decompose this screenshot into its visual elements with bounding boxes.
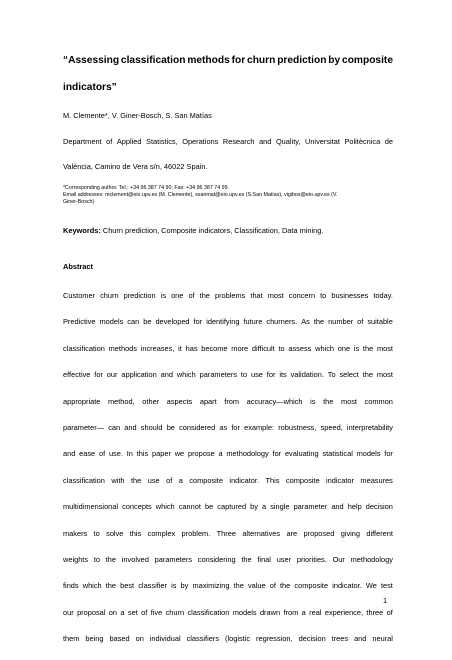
keywords [63, 226, 323, 236]
abstract-word: drawn [259, 607, 281, 617]
abstract-word: is [171, 581, 177, 591]
abstract-word: has [185, 343, 198, 353]
abstract-word: problems [214, 291, 246, 300]
abstract-line [63, 555, 393, 581]
abstract-word: We [365, 581, 377, 591]
abstract-word: three [366, 607, 384, 617]
abstract-word: the [105, 554, 117, 564]
abstract-word: businesses [331, 291, 369, 300]
abstract-word: the [130, 475, 142, 485]
affiliation-word: of [106, 137, 113, 146]
abstract-word: classification [63, 343, 105, 353]
abstract-word: and [124, 422, 137, 432]
abstract-word: most [376, 370, 393, 380]
abstract-line [63, 449, 393, 475]
abstract-word: final [257, 554, 271, 564]
abstract-word: become [201, 343, 228, 353]
abstract-word: which [155, 502, 175, 512]
abstract-body [63, 291, 393, 660]
abstract-word: parameter [293, 502, 328, 512]
title-word: prediction [277, 55, 327, 66]
abstract-word: churn [100, 291, 119, 300]
abstract-line [63, 291, 393, 317]
abstract-line [63, 581, 393, 607]
abstract-word: robustness, [278, 422, 317, 432]
abstract-word: As [301, 317, 310, 327]
abstract-word: which [176, 370, 196, 380]
abstract-word: churn [165, 607, 185, 617]
abstract-word: maximizing [192, 581, 230, 591]
abstract-line [63, 423, 393, 449]
abstract-word: classifiers [186, 634, 220, 644]
abstract-word: decision [298, 634, 326, 644]
paper-title-line-1 [63, 54, 393, 68]
abstract-word: example: [244, 422, 275, 432]
abstract-word: of [269, 581, 276, 591]
abstract-word: to [240, 370, 248, 380]
abstract-word: parameters [154, 554, 193, 564]
email-addresses-line: Email addresses: mclement@eio.upv.es (M. Clemente), ssanmat@eio.upv.es (S.San Matías), vigibos@eio.upv.es (V. [63, 192, 338, 199]
abstract-word: be [205, 502, 214, 512]
abstract-word: more [231, 343, 249, 353]
abstract-word: Our [332, 554, 345, 564]
abstract-word: which [315, 343, 335, 353]
abstract-word: models [99, 317, 124, 327]
abstract-word: composite [189, 475, 223, 485]
abstract-word: Customer [63, 291, 96, 300]
abstract-word: considered [179, 422, 216, 432]
abstract-word: for [94, 370, 103, 380]
affiliation-word: Operations [182, 137, 219, 146]
abstract-word: suitable [367, 317, 393, 327]
abstract-word: ease [79, 449, 96, 459]
affiliation-word: Quality, [275, 137, 301, 146]
abstract-line [63, 370, 393, 396]
abstract-word: considering [197, 554, 236, 564]
abstract-word: interpretability [346, 422, 393, 432]
abstract-word: test [380, 581, 393, 591]
title-word: by [328, 55, 341, 66]
title-word: “Assessing [63, 55, 120, 66]
abstract-word: them [63, 634, 80, 644]
keywords-label: Keywords: [63, 226, 101, 235]
abstract-line [63, 476, 393, 502]
abstract-word: a [178, 475, 183, 485]
abstract-word: indicator. [229, 475, 260, 485]
abstract-word: cannot [178, 502, 201, 512]
paper-title-line-2: indicators” [63, 82, 117, 93]
abstract-word: for [266, 370, 276, 380]
abstract-word: solve [106, 528, 124, 538]
abstract-word: user [276, 554, 292, 564]
abstract-word: individual [149, 634, 181, 644]
abstract-word: its [279, 370, 287, 380]
abstract-word: method, [107, 396, 135, 406]
title-word: methods [187, 55, 230, 66]
abstract-word: finds [63, 581, 79, 591]
affiliation-word: Department [63, 137, 102, 146]
abstract-word: of [386, 607, 393, 617]
abstract-word: concern [288, 291, 316, 300]
abstract-line [63, 397, 393, 423]
abstract-word: methodology [226, 449, 269, 459]
abstract-word: which [82, 581, 102, 591]
abstract-word: as [219, 422, 228, 432]
abstract-word: common [364, 396, 393, 406]
abstract-word: different [366, 528, 393, 538]
abstract-word: with [111, 475, 125, 485]
abstract-heading: Abstract [63, 262, 93, 271]
abstract-word: composite [285, 475, 320, 485]
abstract-word: weights [63, 554, 89, 564]
abstract-line [63, 502, 393, 528]
abstract-word: This [265, 475, 280, 485]
abstract-word: this [129, 528, 142, 538]
page-number: 1 [383, 596, 388, 605]
abstract-word: by [250, 502, 258, 512]
abstract-word: a [120, 607, 125, 617]
abstract-line [63, 529, 393, 555]
abstract-word: of [357, 317, 364, 327]
abstract-word: this [136, 449, 149, 459]
abstract-word: that [250, 291, 263, 300]
abstract-word: should [140, 422, 163, 432]
abstract-word: alternatives [242, 528, 281, 538]
abstract-word: proposal [77, 607, 106, 617]
abstract-word: one [337, 343, 351, 353]
abstract-word: to [93, 554, 100, 564]
abstract-word: indicator [326, 475, 354, 485]
abstract-word: concepts [122, 502, 152, 512]
abstract-word: trees [331, 634, 349, 644]
abstract-word: on [135, 634, 144, 644]
abstract-word: the [313, 317, 325, 327]
abstract-word: statistical [322, 449, 353, 459]
abstract-word: increases, [140, 343, 175, 353]
abstract-word: application [121, 370, 157, 380]
abstract-word: measures [360, 475, 393, 485]
affiliation-word: de [384, 137, 393, 146]
abstract-word: of [166, 475, 173, 485]
abstract-word: prediction [123, 291, 156, 300]
abstract-word: the [233, 581, 244, 591]
abstract-word: involved [121, 554, 149, 564]
abstract-word: to [93, 528, 100, 538]
abstract-word: apart [199, 396, 217, 406]
abstract-word: be [143, 317, 152, 327]
abstract-word: number [328, 317, 354, 327]
abstract-word: for [384, 449, 393, 459]
author-list: M. Clemente*, V. Giner-Bosch, S. San Matías [63, 111, 212, 120]
affiliation-word: Research [222, 137, 255, 146]
abstract-word: priorities. [296, 554, 327, 564]
affiliation-word: Statistics, [146, 137, 178, 146]
abstract-word: the [199, 291, 210, 300]
abstract-word: our [106, 370, 118, 380]
abstract-word: complex [147, 528, 176, 538]
abstract-word: Predictive [63, 317, 96, 327]
abstract-word: our [63, 607, 74, 617]
abstract-word: by [180, 581, 189, 591]
abstract-word: for [272, 449, 282, 459]
abstract-word: In [126, 449, 133, 459]
abstract-word: are [286, 528, 298, 538]
abstract-word: the [362, 343, 374, 353]
abstract-word: assess [288, 343, 312, 353]
abstract-word: parameters [199, 370, 238, 380]
abstract-word: the [362, 370, 373, 380]
abstract-line [63, 344, 393, 370]
affiliation-word: and [259, 137, 272, 146]
abstract-word: accuracy—which [246, 396, 303, 406]
title-word: classification [120, 55, 186, 66]
abstract-word: best [120, 581, 135, 591]
abstract-word: is [310, 396, 316, 406]
affiliation-line-1 [63, 137, 393, 147]
abstract-word: decision [365, 502, 393, 512]
abstract-word: value [247, 581, 266, 591]
abstract-word: use [250, 370, 263, 380]
abstract-word: of [141, 607, 148, 617]
abstract-word: multidimensional [63, 502, 119, 512]
abstract-word: from [283, 607, 299, 617]
abstract-word: experience, [324, 607, 364, 617]
abstract-word: neural [372, 634, 393, 644]
abstract-word: regression, [256, 634, 293, 644]
abstract-word: it [178, 343, 182, 353]
abstract-word: models [232, 607, 257, 617]
abstract-word: churners. [266, 317, 298, 327]
abstract-line [63, 608, 393, 634]
abstract-word: paper [152, 449, 171, 459]
abstract-word: the [323, 396, 334, 406]
abstract-word: proposed [303, 528, 335, 538]
abstract-word: for [193, 317, 203, 327]
abstract-word: we [174, 449, 185, 459]
abstract-word: to [320, 291, 327, 300]
abstract-word: and [331, 502, 344, 512]
abstract-word: today. [373, 291, 393, 300]
abstract-word: Three [216, 528, 236, 538]
abstract-word: and [160, 370, 173, 380]
abstract-word: methods [108, 343, 137, 353]
abstract-word: for [231, 422, 240, 432]
abstract-line [63, 634, 393, 660]
abstract-word: based [109, 634, 130, 644]
abstract-word: one [171, 291, 184, 300]
abstract-word: effective [63, 370, 91, 380]
abstract-word: speed, [320, 422, 343, 432]
abstract-word: single [270, 502, 290, 512]
abstract-word: evaluating [284, 449, 319, 459]
abstract-word: the [280, 581, 291, 591]
abstract-word: of [98, 449, 106, 459]
abstract-word: models [356, 449, 381, 459]
title-word: composite [342, 55, 393, 66]
abstract-word: aspects [166, 396, 193, 406]
corresponding-author-note [63, 185, 393, 207]
abstract-word: a [301, 607, 306, 617]
abstract-word: most [340, 396, 357, 406]
abstract-word: a [218, 449, 223, 459]
abstract-word: classification [187, 607, 230, 617]
corresponding-line: *Corresponding author. Tel.: +34 96 387 74 90; Fax: +34 96 387 74 99. [63, 185, 229, 191]
abstract-word: indicator. [332, 581, 362, 591]
title-word: for [231, 55, 246, 66]
abstract-word: from [224, 396, 240, 406]
abstract-word: select [339, 370, 359, 380]
affiliation-word: Applied [116, 137, 142, 146]
abstract-word: validation. [290, 370, 324, 380]
abstract-word: classification [63, 475, 105, 485]
abstract-word: can [127, 317, 140, 327]
abstract-word: To [327, 370, 336, 380]
abstract-word: five [150, 607, 163, 617]
abstract-word: to [278, 343, 285, 353]
abstract-word: is [160, 291, 167, 300]
abstract-word: use [147, 475, 160, 485]
abstract-word: can [108, 422, 121, 432]
abstract-word: difficult [251, 343, 275, 353]
abstract-word: giving [340, 528, 361, 538]
affiliation-line-2: València, Camino de Vera s/n, 46022 Spain. [63, 162, 208, 171]
abstract-word: be [166, 422, 175, 432]
keywords-text: Churn prediction, Composite indicators, Classification, Data mining. [100, 226, 324, 235]
abstract-word: appropriate [63, 396, 101, 406]
abstract-word: composite [294, 581, 329, 591]
abstract-word: use. [108, 449, 123, 459]
abstract-word: (logistic [225, 634, 251, 644]
abstract-word: problem. [181, 528, 211, 538]
abstract-word: a [262, 502, 267, 512]
abstract-word: is [353, 343, 360, 353]
abstract-word: makers [63, 528, 88, 538]
abstract-word: most [376, 343, 393, 353]
affiliation-word: Universitat [304, 137, 340, 146]
email-addresses-line: Giner-Bosch) [63, 199, 95, 206]
abstract-word: help [347, 502, 362, 512]
abstract-word: captured [217, 502, 247, 512]
abstract-word: classifier [138, 581, 167, 591]
title-word: churn [247, 55, 276, 66]
abstract-word: most [267, 291, 284, 300]
abstract-word: propose [187, 449, 215, 459]
abstract-line [63, 317, 393, 343]
abstract-word: parameter— [63, 422, 105, 432]
abstract-word: other [142, 396, 160, 406]
abstract-word: being [85, 634, 104, 644]
abstract-word: the [241, 554, 252, 564]
abstract-word: methodology [350, 554, 393, 564]
affiliation-word: Politècnica [344, 137, 381, 146]
abstract-word: the [105, 581, 117, 591]
abstract-word: developed [155, 317, 190, 327]
abstract-word: and [354, 634, 367, 644]
abstract-word: of [188, 291, 195, 300]
abstract-word: identifying [206, 317, 240, 327]
abstract-word: set [127, 607, 138, 617]
abstract-word: on [108, 607, 118, 617]
abstract-word: real [309, 607, 322, 617]
abstract-word: future [243, 317, 263, 327]
abstract-word: and [63, 449, 76, 459]
